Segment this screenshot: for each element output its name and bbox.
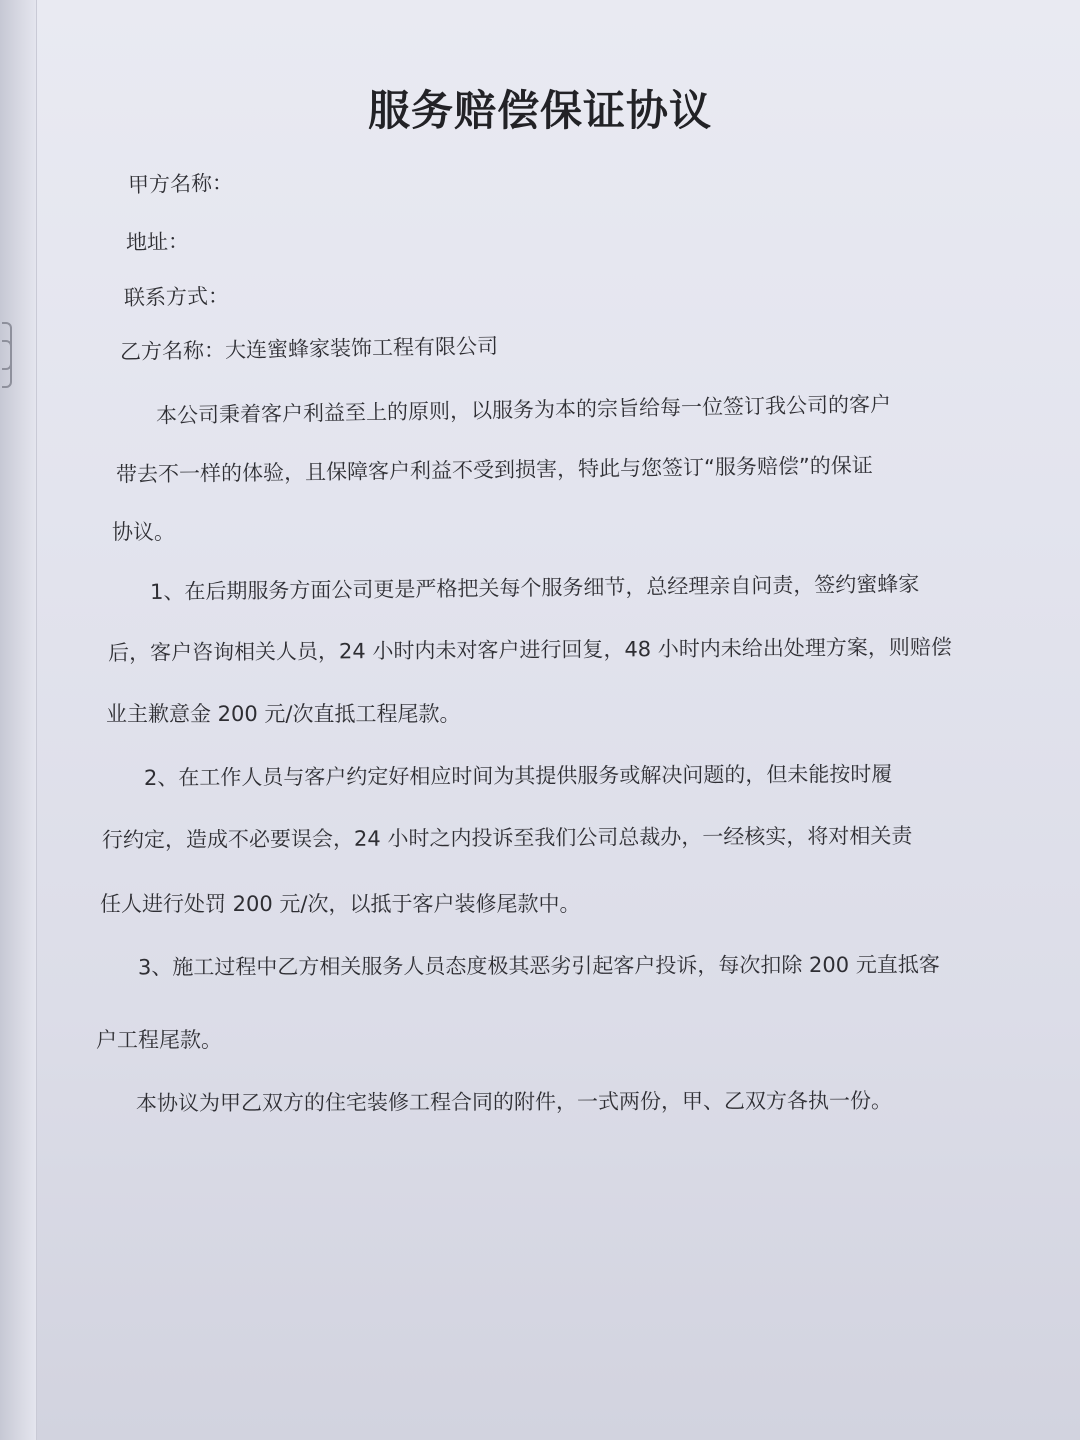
field-party-b: 乙方名称：大连蜜蜂家装饰工程有限公司 — [119, 334, 499, 364]
field-contact: 联系方式： — [123, 283, 230, 311]
intro-line: 本公司秉着客户利益至上的原则，以服务为本的宗旨给每一位签订我公司的客户 — [155, 392, 892, 428]
clause-2-line: 2、在工作人员与客户约定好相应时间为其提供服务或解决问题的，但未能按时履 — [143, 762, 893, 790]
clause-2-line: 任人进行处罚 200 元/次，以抵于客户装修尾款中。 — [100, 892, 581, 916]
intro-line: 带去不一样的体验，且保障客户利益不受到损害，特此与您签订“服务赔偿”的保证 — [115, 453, 873, 487]
closing-line: 本协议为甲乙双方的住宅装修工程合同的附件，一式两份，甲、乙双方各执一份。 — [135, 1088, 893, 1116]
field-party-a: 甲方名称： — [127, 170, 234, 198]
clause-2-line: 行约定，造成不必要误会，24 小时之内投诉至我们公司总裁办，一经核实，将对相关责 — [101, 823, 913, 853]
document-title: 服务赔偿保证协议 — [367, 86, 712, 135]
clause-3-line: 3、施工过程中乙方相关服务人员态度极其恶劣引起客户投诉，每次扣除 200 元直抵客 — [137, 952, 940, 980]
field-address: 地址： — [125, 229, 190, 255]
intro-line: 协议。 — [112, 520, 175, 544]
binding-edge — [0, 0, 37, 1440]
clause-3-line: 户工程尾款。 — [96, 1028, 222, 1052]
clause-1-line: 1、在后期服务方面公司更是严格把关每个服务细节，总经理亲自问责，签约蜜蜂家 — [149, 571, 920, 605]
clause-1-line: 业主歉意金 200 元/次直抵工程尾款。 — [106, 702, 461, 726]
clause-1-line: 后，客户咨询相关人员，24 小时内未对客户进行回复，48 小时内未给出处理方案，则赔偿 — [107, 635, 952, 665]
staple-icon — [2, 340, 12, 388]
